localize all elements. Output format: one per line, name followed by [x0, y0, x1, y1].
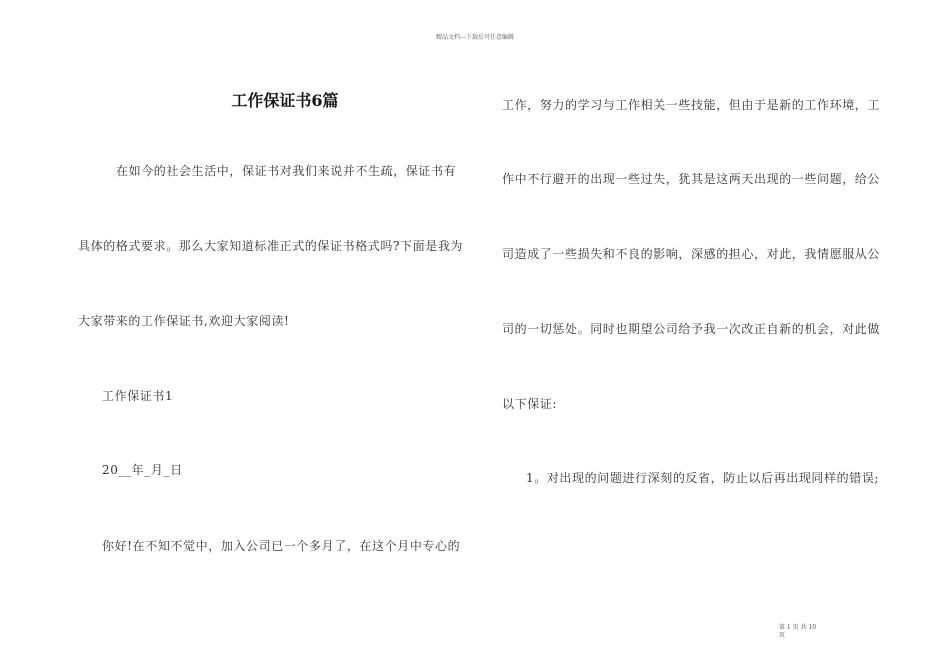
paragraph-line: 你好!在不知不觉中，加入公司已一个多月了，在这个月中专心的 — [102, 539, 461, 553]
paragraph-line: 作中不行避开的出现一些过失，犹其是这两天出现的一些问题，给公 — [502, 172, 881, 186]
page-number-line2: 页 — [779, 632, 786, 639]
paragraph-line: 大家带来的工作保证书,欢迎大家阅读! — [78, 314, 290, 328]
paragraph-line: 以下保证: — [502, 397, 558, 411]
page-header: 精品文档---下载后可任意编辑 — [435, 34, 515, 41]
paragraph-line: 具体的格式要求。那么大家知道标准正式的保证书格式吗?下面是我为 — [78, 239, 464, 253]
paragraph-line: 司造成了一些损失和不良的影响，深感的担心，对此，我情愿服从公 — [502, 247, 881, 261]
paragraph-line: 工作，努力的学习与工作相关一些技能，但由于是新的工作环境，工 — [502, 98, 881, 112]
paragraph-line: 司的一切惩处。同时也期望公司给予我一次改正自新的机会，对此做 — [502, 322, 881, 336]
paragraph-line: 在如今的社会生活中，保证书对我们来说并不生疏，保证书有 — [116, 164, 457, 178]
date-line: 20__年_月_日 — [102, 463, 183, 477]
document-title: 工作保证书6篇 — [231, 91, 339, 110]
page-number-line1: 第 1 页 共 10 — [779, 624, 817, 631]
page-number — [779, 624, 816, 640]
section-heading: 工作保证书1 — [102, 389, 174, 403]
list-item: 1。对出现的问题进行深刻的反省，防止以后再出现同样的错误; — [526, 471, 880, 485]
